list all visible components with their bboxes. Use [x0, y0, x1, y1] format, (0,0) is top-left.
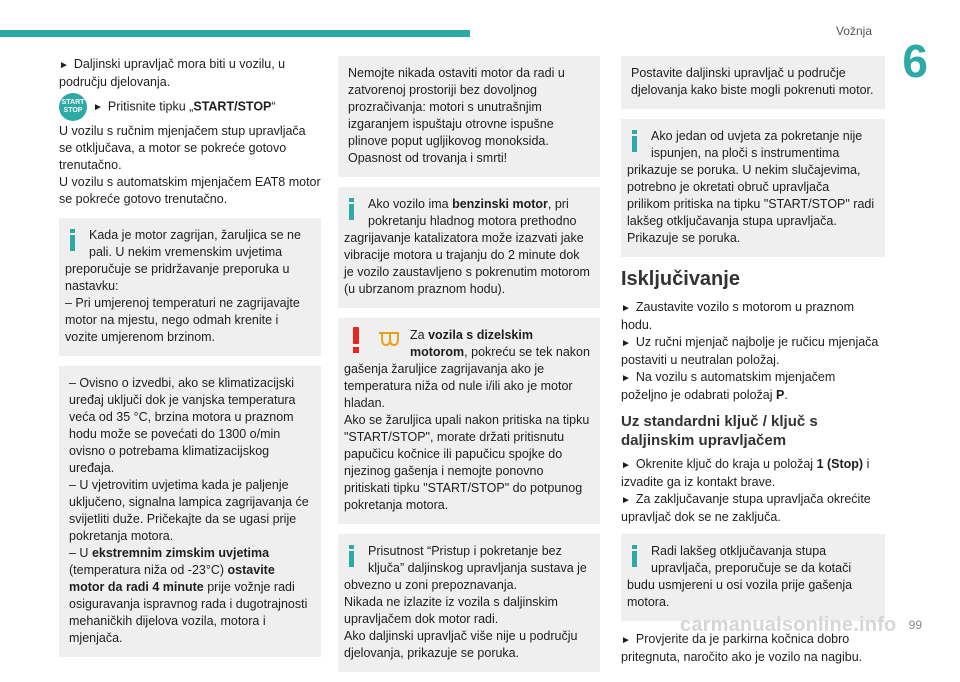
- section-title: Vožnja: [835, 24, 872, 38]
- heading-switching-off: Isključivanje: [621, 268, 740, 290]
- step-park: ► Na vozilu s automatskim mjenjačem poželjno je odabrati položaj P.: [621, 370, 836, 402]
- chapter-number: 6: [902, 35, 928, 87]
- info-box-keyless: Prisutnost “Pristup i pokretanje bez ključa” daljinskog upravljanja sustava je obvezno u zoni prepoznavanja. Nikada ne izlazite iz vozila s daljinskim upravljačem dok motor radi. Ako daljinski upravljač više nije u području djelovanja, prikazuje se poruka.: [338, 534, 600, 672]
- step-neutral: ► Uz ručni mjenjač najbolje je ručicu mjenjača postaviti u neutralan položaj.: [621, 335, 879, 367]
- info-box-conditions: Ako jedan od uvjeta za pokretanje nije ispunjen, na ploči s instrumentima prikazuje se poruka. U nekim slučajevima, potrebno je okretati obruč upravljača prilikom pritiska na tipku "START/STOP" radi lakšeg otključavanja stupa upravljača. Prikazuje se poruka.: [621, 119, 885, 257]
- watermark: carmanualsonline.info: [680, 614, 897, 636]
- page-number: 99: [908, 618, 922, 632]
- arrow-icon: ►: [621, 303, 631, 314]
- info-icon: [631, 545, 639, 565]
- heading-standard-key: Uz standardni ključ / ključ s daljinskim upravljačem: [621, 413, 818, 449]
- info-box-warm-engine: Kada je motor zagrijan, žaruljica se ne pali. U nekim vremenskim uvjetima preporučuje se pridržavanje preporuka u nastavku: – Pri umjerenoj temperaturi ne zagrijavajte motor na mjestu, nego odmah krenite i vozite umjerenom brzinom.: [59, 218, 321, 356]
- warning-box-ventilation: Nemojte nikada ostaviti motor da radi u zatvorenoj prostoriji bez dovoljnog prozračivanja: motori s unutrašnjim izgaranjem ispuštaju otrovne ispušne plinove poput ugljikovog monoksida. Opasnost od trovanja i smrti!: [338, 56, 600, 177]
- paragraph-start-stop: START STOP ► Pritisnite tipku „START/STOP“: [59, 93, 321, 121]
- header-accent-bar: [0, 30, 470, 37]
- arrow-icon: ►: [621, 338, 631, 349]
- info-icon: [348, 545, 356, 565]
- info-icon: [69, 229, 77, 249]
- arrow-icon: ►: [621, 495, 631, 506]
- column-2: [338, 56, 600, 682]
- step-stop-vehicle: ► Zaustavite vozilo s motorom u praznom hodu.: [621, 300, 855, 332]
- info-icon: [348, 198, 356, 218]
- column-1: [59, 56, 321, 667]
- info-box-wheels: Radi lakšeg otključavanja stupa upravljača, preporučuje se da kotači budu usmjereni u osi vozila prije gašenja motora.: [621, 534, 885, 621]
- arrow-icon: ►: [621, 460, 631, 471]
- paragraph-remote: ► Daljinski upravljač mora biti u vozilu, u području djelovanja.: [59, 57, 286, 89]
- step-turn-key: ► Okrenite ključ do kraja u položaj 1 (Stop) i izvadite ga iz kontakt brave.: [621, 457, 870, 489]
- arrow-icon: ►: [59, 60, 69, 71]
- warning-box-diesel: Za vozila s dizelskim motorom, pokreću se tek nakon gašenja žaruljice zagrijavanja ako je temperatura niža od nule i/ili ako je motor hladan. Ako se žaruljica upali nakon pritiska na tipku "START/STOP", morate držati pritisnutu papučicu kočnice ili papučicu spojke do njezinog gašenja i nemojte ponovno pritiskati tipku "START/STOP" do potpunog pokretanja motora.: [338, 318, 600, 524]
- paragraph-manual: U vozilu s ručnim mjenjačem stup upravljača se otključava, a motor se pokreće gotovo trenutačno.: [59, 124, 306, 172]
- arrow-icon: ►: [621, 373, 631, 384]
- paragraph-automatic: U vozilu s automatskim mjenjačem EAT8 motor se pokreće gotovo trenutačno.: [59, 175, 321, 206]
- glow-plug-icon: [376, 329, 402, 351]
- arrow-icon: ►: [621, 635, 631, 646]
- info-icon: [631, 130, 639, 150]
- start-stop-button-icon: START STOP: [59, 93, 87, 121]
- info-box-climate: – Ovisno o izvedbi, ako se klimatizacijski uređaj uključi dok je vanjska temperatura veća od 35 °C, brzina motora u praznom hodu može se povećati do 1300 o/min ovisno o potrebama klimatizacijskog uređaja. – U vjetrovitim uvjetima kada je paljenje uključeno, signalna lampica zagrijavanja će svijetliti duže. Pričekajte da se ugasi prije pokretanja motora. – U ekstremnim zimskim uvjetima (temperatura niža od -23°C) ostavite motor da radi 4 minute prije vožnje radi osiguravanja ispravnog rada i dugotrajnosti mehaničkih dijelova vozila, motora i mjenjača.: [59, 366, 321, 657]
- column-3: [621, 56, 885, 666]
- info-box-remote-zone: Postavite daljinski upravljač u područje djelovanja kako biste mogli pokrenuti motor.: [621, 56, 885, 109]
- arrow-icon: ►: [93, 102, 103, 114]
- exclamation-warning-icon: [350, 327, 362, 355]
- step-lock-column: ► Za zaključavanje stupa upravljača okrećite upravljač dok se ne zaključa.: [621, 492, 871, 524]
- info-box-petrol: Ako vozilo ima benzinski motor, pri pokretanju hladnog motora prethodno zagrijavanje katalizatora može izazvati jake vibracije motora u trajanju do 2 minute dok je vozilo zaustavljeno s pokrenutim motorom (u ubrzanom praznom hodu).: [338, 187, 600, 308]
- step-parking-brake: ► Provjerite da je parkirna kočnica dobro pritegnuta, naročito ako je vozilo na nagibu.: [621, 632, 863, 664]
